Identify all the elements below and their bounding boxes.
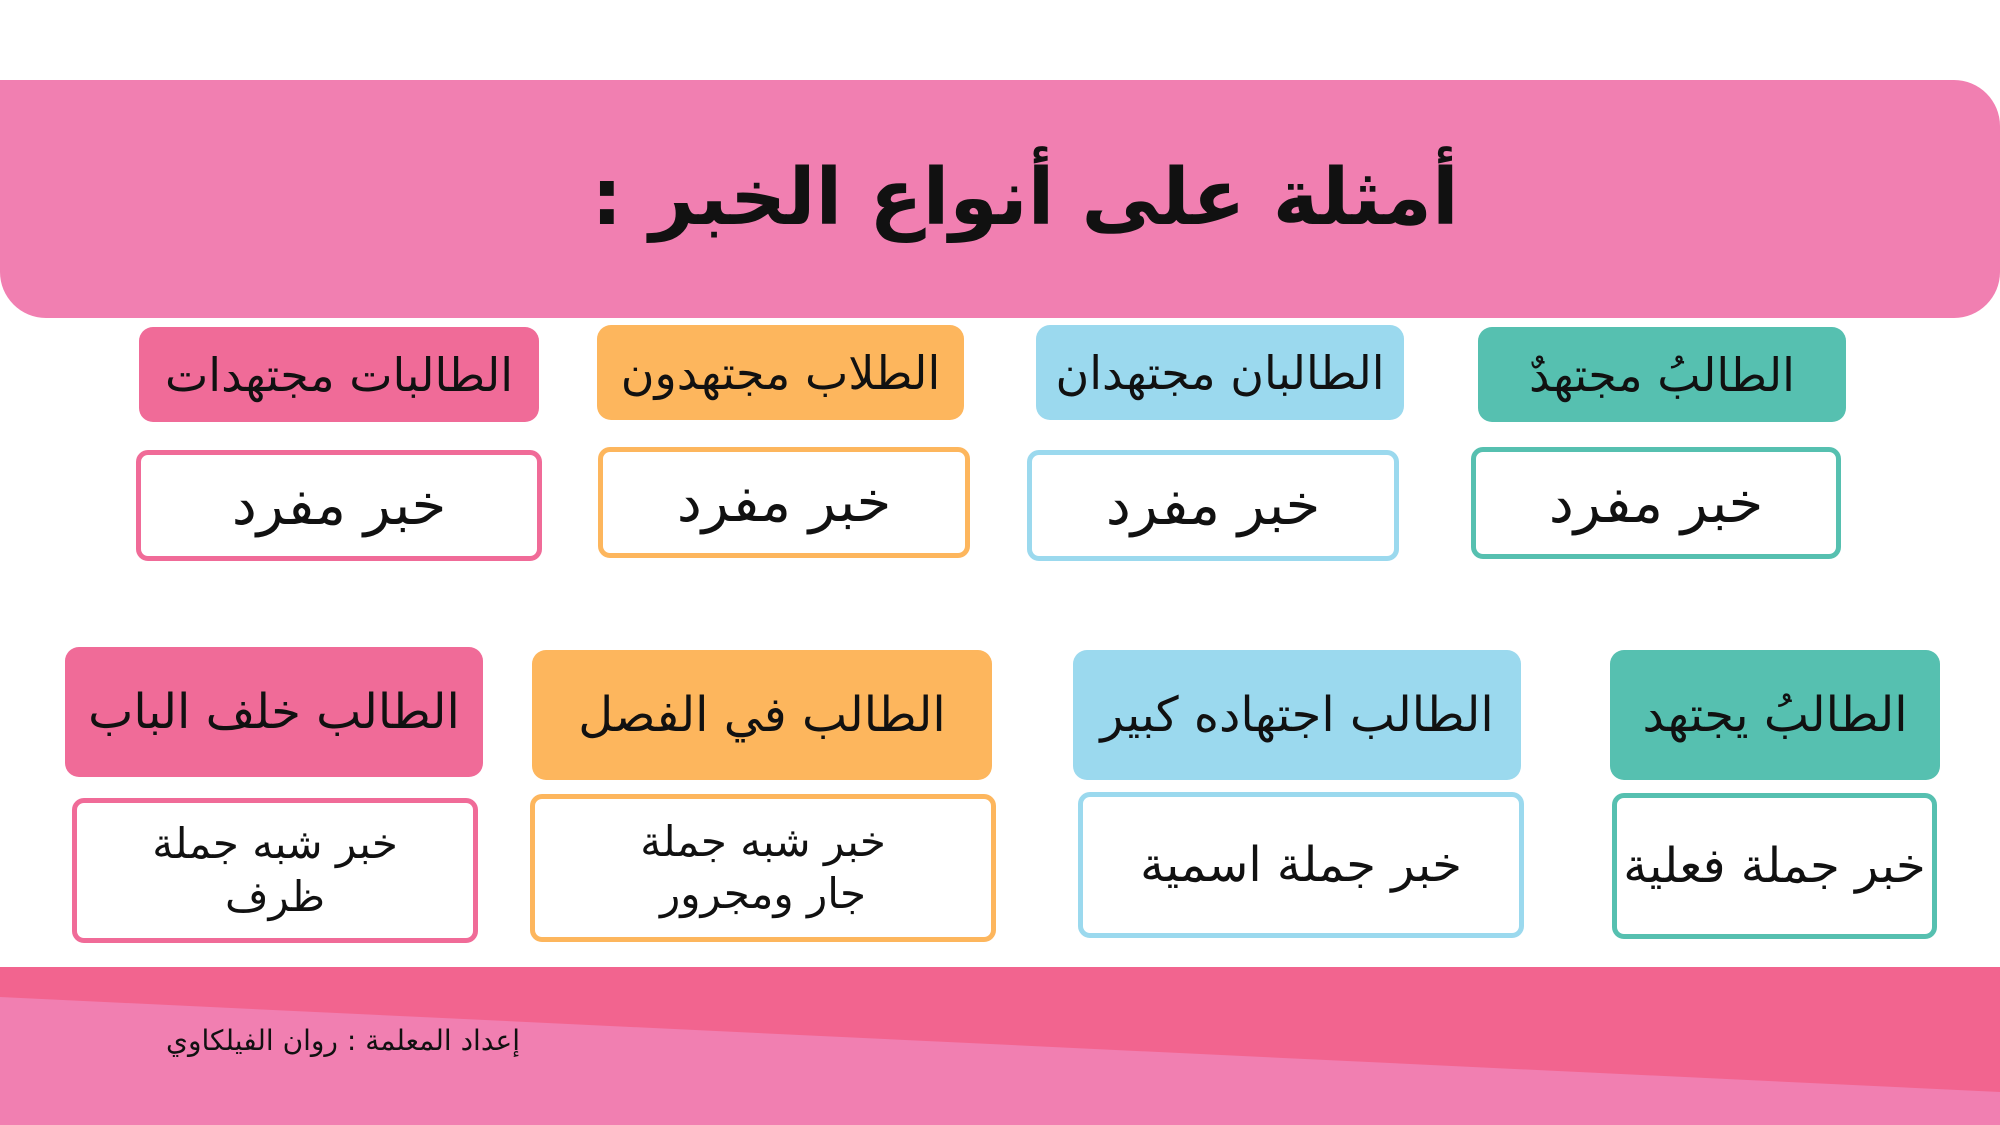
row2-box-3-line2: جار ومجرور bbox=[659, 869, 867, 918]
row1-label-4: الطالبات مجتهدات bbox=[139, 327, 539, 422]
row1-label-2: الطالبان مجتهدان bbox=[1036, 325, 1404, 420]
row1-label-1: الطالبُ مجتهدٌ bbox=[1478, 327, 1846, 422]
row1-box-3: خبر مفرد bbox=[598, 447, 970, 558]
row1-box-1: خبر مفرد bbox=[1471, 447, 1841, 559]
row2-box-4-line2: ظرف bbox=[224, 871, 326, 921]
author-credit: إعداد المعلمة : روان الفيلكاوي bbox=[166, 1024, 520, 1057]
row1-box-2: خبر مفرد bbox=[1027, 450, 1399, 561]
row2-label-2: الطالب اجتهاده كبير bbox=[1073, 650, 1521, 780]
row2-label-4: الطالب خلف الباب bbox=[65, 647, 483, 777]
row2-box-2: خبر جملة اسمية bbox=[1078, 792, 1524, 938]
row2-label-1: الطالبُ يجتهد bbox=[1610, 650, 1940, 780]
row2-box-1: خبر جملة فعلية bbox=[1612, 793, 1937, 939]
row1-box-4: خبر مفرد bbox=[136, 450, 542, 561]
page-title: أمثلة على أنواع الخبر : bbox=[591, 153, 1459, 244]
row2-box-4 bbox=[72, 798, 478, 943]
row2-box-4-line1: خبر شبه جملة bbox=[152, 819, 398, 868]
title-banner bbox=[0, 80, 2000, 318]
row1-label-3: الطلاب مجتهدون bbox=[597, 325, 964, 420]
row2-box-3-line1: خبر شبه جملة bbox=[640, 816, 886, 866]
row2-label-3: الطالب في الفصل bbox=[532, 650, 992, 780]
row2-box-3 bbox=[530, 794, 996, 942]
